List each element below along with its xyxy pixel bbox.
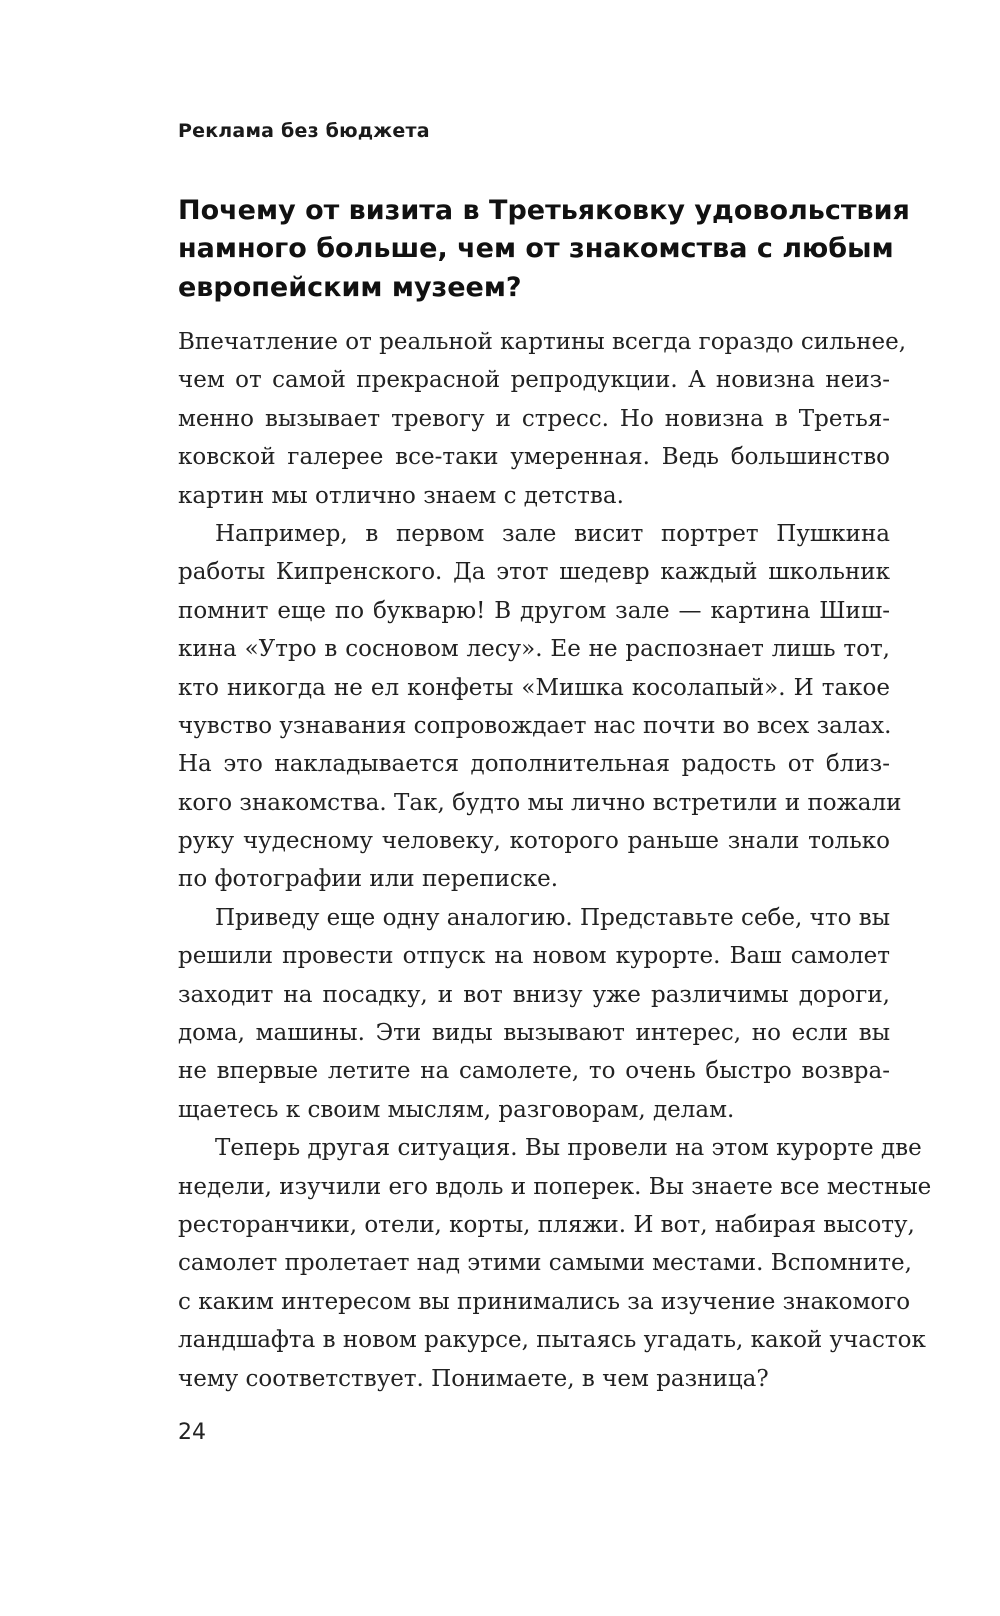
section-heading (178, 192, 910, 307)
text-line: Например, в первом зале висит портрет Пушкина (215, 520, 890, 547)
paragraph-3 (178, 899, 890, 1129)
text-line: не впервые летите на самолете, то очень быстро возвра- (178, 1058, 890, 1085)
text-line: ковской галерее все-таки умеренная. Ведь большинство (178, 444, 890, 471)
text-line: чему соответствует. Понимаете, в чем разница? (178, 1365, 769, 1392)
text-line: дома, машины. Эти виды вызывают интерес, но если вы (178, 1020, 890, 1047)
text-line: картин мы отлично знаем с детства. (178, 482, 624, 509)
text-line: руку чудесному человеку, которого раньше знали только (178, 828, 890, 855)
text-line: недели, изучили его вдоль и поперек. Вы знаете все местные (178, 1173, 932, 1200)
text-line: На это накладывается дополнительная радость от близ- (178, 751, 890, 778)
text-line: щаетесь к своим мыслям, разговорам, делам. (178, 1096, 735, 1123)
text-line: чувство узнавания сопровождает нас почти во всех залах. (178, 712, 892, 739)
text-line: с каким интересом вы принимались за изучение знакомого (178, 1288, 911, 1315)
text-line: Теперь другая ситуация. Вы провели на этом курорте две (215, 1135, 922, 1162)
text-line: чем от самой прекрасной репродукции. А новизна неиз- (178, 367, 890, 394)
text-line: кого знакомства. Так, будто мы лично встретили и пожали (178, 789, 902, 816)
page-number: 24 (178, 1420, 206, 1445)
text-line: Приведу еще одну аналогию. Представьте себе, что вы (215, 904, 890, 931)
text-line: ландшафта в новом ракурсе, пытаясь угадать, какой участок (178, 1327, 926, 1354)
text-line: по фотографии или переписке. (178, 866, 559, 893)
text-line: помнит еще по букварю! В другом зале — картина Шиш- (178, 597, 890, 624)
paragraph-2 (178, 515, 902, 899)
text-line: кто никогда не ел конфеты «Мишка косолапый». И такое (178, 674, 890, 701)
text-line: работы Кипренского. Да этот шедевр каждый школьник (178, 559, 890, 586)
heading-line: европейским музеем? (178, 271, 522, 303)
heading-line: намного больше, чем от знакомства с любым (178, 233, 894, 265)
text-line: самолет пролетает над этими самыми местами. Вспомните, (178, 1250, 912, 1277)
text-line: решили провести отпуск на новом курорте. Ваш самолет (178, 943, 890, 970)
text-line: кина «Утро в сосновом лесу». Ее не распознает лишь тот, (178, 636, 890, 663)
heading-line: Почему от визита в Третьяковку удовольствия (178, 195, 910, 226)
text-line: менно вызывает тревогу и стресс. Но новизна в Третья- (178, 405, 890, 432)
text-line: Впечатление от реальной картины всегда гораздо сильнее, (178, 329, 907, 355)
body-text (178, 323, 932, 1398)
paragraph-1 (178, 323, 907, 515)
paragraph-4 (178, 1129, 932, 1398)
text-line: ресторанчики, отели, корты, пляжи. И вот, набирая высоту, (178, 1211, 915, 1238)
running-head: Реклама без бюджета (178, 120, 430, 142)
text-line: заходит на посадку, и вот внизу уже различимы дороги, (178, 981, 890, 1008)
